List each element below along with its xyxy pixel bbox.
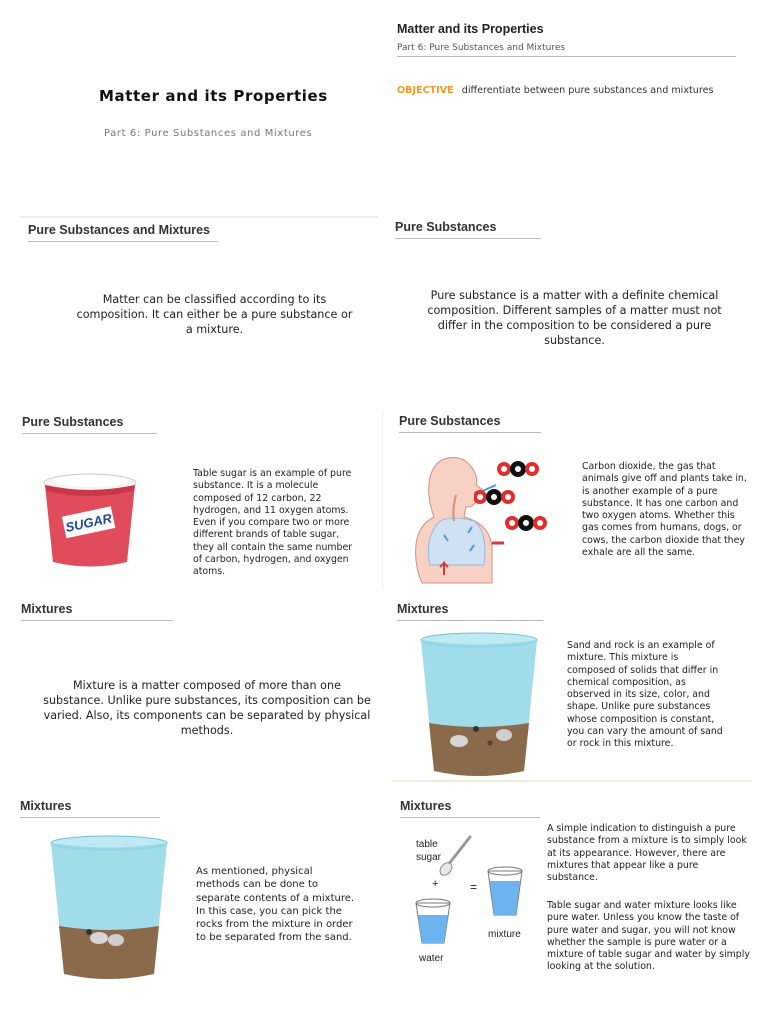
slide5-body: Table sugar is an example of pure substance. It is a molecule composed of 12 carbon, 22 hydrogen, and 11 oxygen atoms. Even if you compare two or more different brands of table sugar, they all contain the same number of carbon, hydrogen, and oxygen atoms. <box>193 468 353 578</box>
slide1-subtitle: Part 6: Pure Substances and Mixtures <box>104 128 313 139</box>
slide4-heading: Pure Substances <box>395 220 541 239</box>
slide6-body: Carbon dioxide, the gas that animals give off and plants take in, is another example of a pure substance. It has one carbon and two oxygen atoms. Whether this gas comes from humans, dogs, or cows, the carbon dioxide that they exhale are all the same. <box>582 461 747 559</box>
separation-glass <box>44 834 174 984</box>
slide-sand-and-rock <box>384 595 768 785</box>
slide-appearance <box>384 785 768 1024</box>
objective-text: differentiate between pure substances and mixtures <box>461 85 714 96</box>
objective-label: OBJECTIVE <box>397 85 454 96</box>
slide9-heading: Mixtures <box>20 799 160 818</box>
co2-molecule-1 <box>497 461 539 477</box>
objective-line <box>397 85 714 96</box>
label-sugar: sugar <box>416 852 442 863</box>
sugar-label: SUGAR <box>64 510 114 535</box>
row-divider-2 <box>392 780 752 782</box>
slide3-body: Matter can be classified according to its composition. It can either be a pure substance or a mixture. <box>76 293 353 336</box>
spoon-handle <box>448 837 470 865</box>
slide7-body: Mixture is a matter composed of more than one substance. Unlike pure substances, its composition can be varied. Also, its components can be separated by physical methods. <box>43 679 371 737</box>
label-plus: + <box>432 878 439 890</box>
slide8-body: Sand and rock is an example of mixture. This mixture is composed of solids that differ in chemical composition, as observed in its size, color, and shape. Unlike pure substances whose composition is constant, you can vary the amount of sand or rock in this mixture. <box>567 640 723 750</box>
co2-molecules <box>474 457 564 537</box>
slide7-heading: Mixtures <box>21 602 173 621</box>
label-equals: = <box>470 880 478 894</box>
label-mixture: mixture <box>488 929 521 940</box>
sugar-water-diagram <box>404 823 554 983</box>
slide10-body-1: A simple indication to distinguish a pure substance from a mixture is to simply look at its appearance. However, there are mixtures that appear like a pure substance. <box>547 823 747 884</box>
label-water: water <box>419 953 444 964</box>
slide5-heading: Pure Substances <box>22 415 157 434</box>
slide-carbon-dioxide <box>384 405 768 595</box>
slide-title <box>0 0 384 205</box>
slide-objective <box>384 0 768 205</box>
slide-pure-substances-and-mixtures <box>0 205 384 405</box>
sand-rock-glass <box>414 631 544 781</box>
slide2-title: Matter and its Properties <box>397 22 544 36</box>
slide3-heading: Pure Substances and Mixtures <box>28 223 218 242</box>
slide-mixtures-definition <box>0 595 384 785</box>
label-table: table <box>416 839 438 850</box>
sugar-cup-illustration <box>40 469 150 579</box>
co2-molecule-2 <box>474 489 515 505</box>
slide1-title: Matter and its Properties <box>99 87 328 105</box>
slide-pure-substances-definition <box>384 205 768 405</box>
slide4-body: Pure substance is a matter with a definite chemical composition. Different samples of a matter must not differ in the composition to be considered a pure substance. <box>427 289 722 347</box>
slide8-heading: Mixtures <box>397 602 543 621</box>
mixture-glass <box>488 867 522 915</box>
water-glass <box>416 899 450 943</box>
slide9-body: As mentioned, physical methods can be done to separate contents of a mixture. In this case, you can pick the rocks from the mixture in order to be separated from the sand. <box>196 866 355 944</box>
slide10-body-2: Table sugar and water mixture looks like pure water. Unless you know the taste of pure water and sugar, you will not know whether the sample is pure water or a mixture of table sugar and water by simply looking at the solution. <box>547 900 750 973</box>
slide-separating-mixtures <box>0 785 384 1024</box>
slide2-subtitle: Part 6: Pure Substances and Mixtures <box>397 43 736 57</box>
slide-table-sugar <box>0 405 384 595</box>
slide10-heading: Mixtures <box>400 799 540 818</box>
co2-molecule-3 <box>505 515 547 531</box>
slide6-heading: Pure Substances <box>399 414 541 433</box>
